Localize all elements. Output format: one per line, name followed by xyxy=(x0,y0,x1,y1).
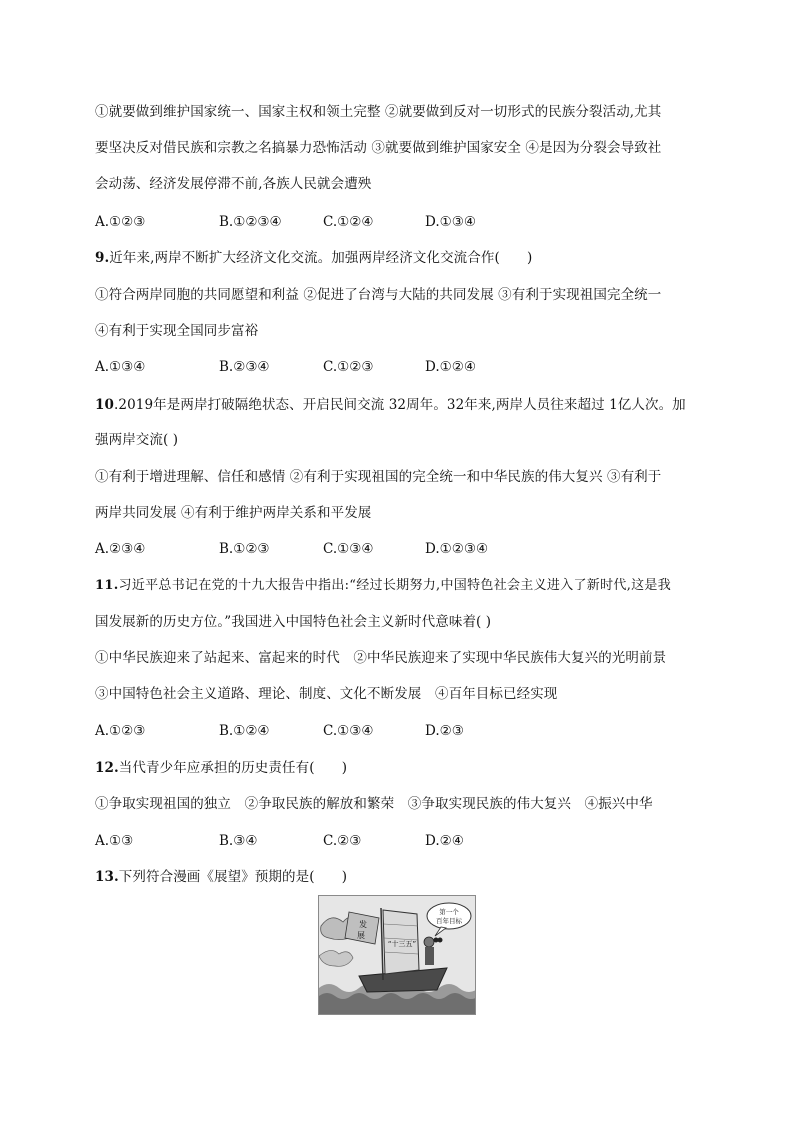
q11-option-c: C.①③④ xyxy=(323,723,374,739)
sail-text: “十三五” xyxy=(387,940,417,948)
q11-statement-line-1: ①中华民族迎来了站起来、富起来的时代 ②中华民族迎来了实现中华民族伟大复兴的光明前景 xyxy=(95,650,667,666)
q13-stem-text: 下列符合漫画《展望》预期的是( ) xyxy=(118,869,348,885)
q11-stem-line-2: 国发展新的历史方位。”我国进入中国特色社会主义新时代意味着( ) xyxy=(95,614,492,630)
q12-stem-text: 当代青少年应承担的历史责任有( ) xyxy=(118,760,348,776)
q9-option-b: B.②③④ xyxy=(219,359,270,375)
q9-options xyxy=(95,357,695,377)
q12-stem xyxy=(95,758,347,778)
q8-option-a: A.①②③ xyxy=(95,214,146,230)
q10-stem-text-1: .2019年是两岸打破隔绝状态、开启民间交流 32周年。32年来,两岸人员往来超过 1亿人次。加 xyxy=(114,397,686,413)
q12-option-c: C.②③ xyxy=(323,833,362,849)
q9-stem xyxy=(95,248,532,268)
speech-bubble xyxy=(427,903,471,929)
q11-option-a: A.①②③ xyxy=(95,723,146,739)
q10-statement-line-2: 两岸共同发展 ④有利于维护两岸关系和平发展 xyxy=(95,505,372,521)
q9-option-c: C.①②③ xyxy=(323,359,374,375)
q11-number: 11. xyxy=(95,578,119,593)
q11-statement-line-2: ③中国特色社会主义道路、理论、制度、文化不断发展 ④百年目标已经实现 xyxy=(95,686,558,702)
q9-statement-line-1: ①符合两岸同胞的共同愿望和利益 ②促进了台湾与大陆的共同发展 ③有利于实现祖国完全统一 xyxy=(95,287,662,303)
q8-statement-line-2: 要坚决反对借民族和宗教之名搞暴力恐怖活动 ③就要做到维护国家安全 ④是因为分裂会导致社 xyxy=(95,140,662,156)
flag-text-2: 展 xyxy=(357,931,365,940)
cartoon-drawing xyxy=(319,896,475,1014)
q9-option-d: D.①②④ xyxy=(425,359,476,375)
q10-option-a: A.②③④ xyxy=(95,541,146,557)
q10-options xyxy=(95,539,695,559)
q12-options xyxy=(95,831,695,851)
q10-option-d: D.①②③④ xyxy=(425,541,489,557)
q11-options xyxy=(95,721,695,741)
q9-option-a: A.①③④ xyxy=(95,359,146,375)
q8-option-b: B.①②③④ xyxy=(219,214,282,230)
q12-number: 12. xyxy=(95,760,119,776)
q9-number: 9. xyxy=(95,250,110,266)
q8-options xyxy=(95,212,695,232)
q8-option-c: C.①②④ xyxy=(323,214,374,230)
q8-statement-line-1: ①就要做到维护国家统一、国家主权和领土完整 ②就要做到反对一切形式的民族分裂活动,尤其 xyxy=(95,104,662,120)
q12-option-a: A.①③ xyxy=(95,833,134,849)
q11-option-d: D.②③ xyxy=(425,723,464,739)
bubble-text-2: 百年目标 xyxy=(436,917,462,925)
q10-stem-line-2: 强两岸交流( ) xyxy=(95,432,179,448)
q12-statement-line-1: ①争取实现祖国的独立 ②争取民族的解放和繁荣 ③争取实现民族的伟大复兴 ④振兴中华 xyxy=(95,796,653,812)
flag-text-1: 发 xyxy=(359,920,367,929)
person-head xyxy=(424,937,434,947)
bubble-text-1: 第一个 xyxy=(439,908,459,916)
q13-number: 13. xyxy=(95,869,119,885)
q10-option-c: C.①③④ xyxy=(323,541,374,557)
q9-stem-text: 近年来,两岸不断扩大经济文化交流。加强两岸经济文化交流合作( ) xyxy=(109,250,533,266)
person-body xyxy=(425,947,434,965)
q11-stem-line-1 xyxy=(95,576,671,596)
q10-option-b: B.①②③ xyxy=(219,541,270,557)
q12-option-b: B.③④ xyxy=(219,833,258,849)
q9-statement-line-2: ④有利于实现全国同步富裕 xyxy=(95,323,259,339)
cartoon-image xyxy=(318,895,476,1015)
q8-option-d: D.①③④ xyxy=(425,214,476,230)
q13-stem xyxy=(95,867,347,887)
q11-option-b: B.①②④ xyxy=(219,723,270,739)
q10-number: 10 xyxy=(95,397,114,413)
q11-stem-text-1: 习近平总书记在党的十九大报告中指出:“经过长期努力,中国特色社会主义进入了新时代,这是我 xyxy=(118,578,672,593)
q10-statement-line-1: ①有利于增进理解、信任和感情 ②有利于实现祖国的完全统一和中华民族的伟大复兴 ③有利于 xyxy=(95,469,662,485)
q8-statement-line-3: 会动荡、经济发展停滞不前,各族人民就会遭殃 xyxy=(95,176,372,192)
q10-stem-line-1 xyxy=(95,395,686,415)
q12-option-d: D.②④ xyxy=(425,833,464,849)
